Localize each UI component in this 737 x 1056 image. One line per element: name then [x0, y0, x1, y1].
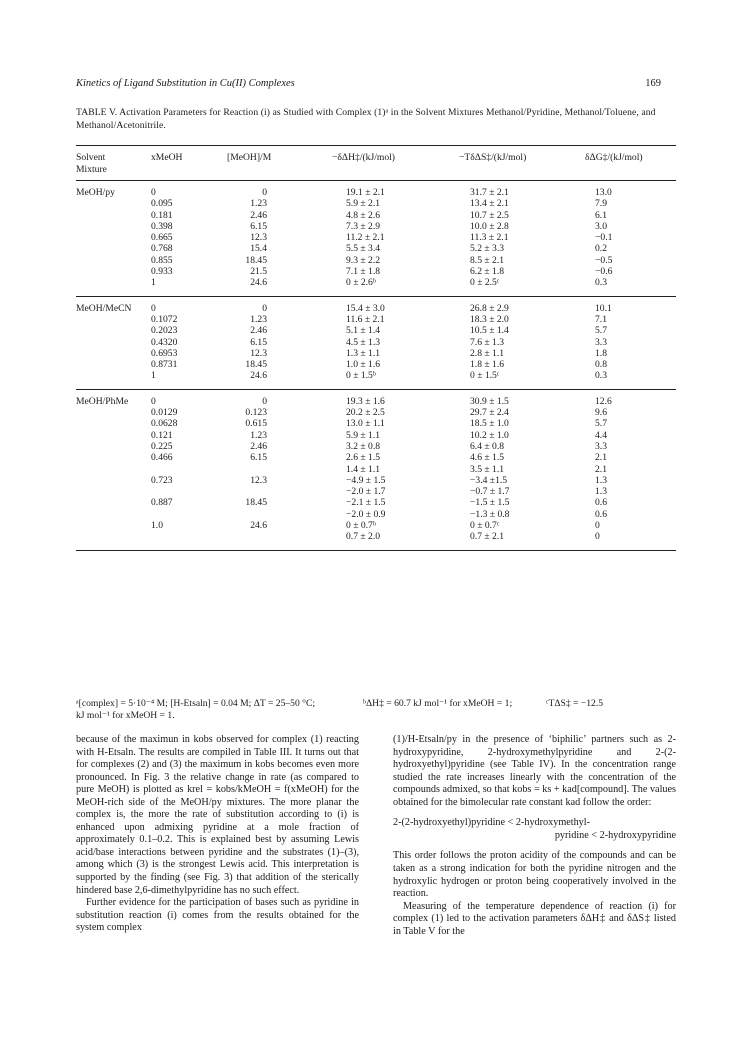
table-cell: 0.615	[245, 418, 267, 430]
table-cell: 0 ± 2.5ᶜ	[470, 277, 500, 289]
table-cell: 2.8 ± 1.1	[470, 347, 505, 359]
table-row	[76, 187, 676, 198]
table-cell: 0.3	[595, 370, 607, 382]
table-cell: 6.4 ± 0.8	[470, 440, 505, 452]
reactivity-order	[393, 817, 676, 842]
table-cell: 0.121	[151, 429, 173, 441]
header-conc: [MeOH]/M	[227, 152, 272, 163]
table-cell: 0.8731	[151, 359, 178, 371]
table-cell: 6.2 ± 1.8	[470, 266, 505, 278]
table-cell: 6.15	[250, 336, 267, 348]
table-cell: 6.1	[595, 209, 607, 221]
reactivity-order-line-1: 2-(2-hydroxyethyl)pyridine < 2-hydroxymethyl-	[393, 817, 590, 829]
table-cell: 8.5 ± 2.1	[470, 254, 505, 266]
table-cell: 24.6	[250, 520, 267, 532]
table-row	[76, 303, 676, 314]
table-cell: 13.4 ± 2.1	[470, 198, 509, 210]
table-cell: −1.3 ± 0.8	[470, 508, 510, 520]
body-right-paragraph-1: (1)/H-Etsaln/py in the presence of ‘biphilic’ partners such as 2-hydroxypyridine, 2-hydroxymethylpyridine and 2-(2-hydroxyethyl)pyridine (see Table IV). In the concentration range studied the rate increases linearly with the concentration of the compounds admixed, so that kobs = ks + kad[compound]. The values obtained for the bimolecular rate constant kad follow the order:	[393, 734, 676, 808]
table-cell: 1.3 ± 1.1	[346, 347, 381, 359]
table-cell: 0	[151, 302, 156, 314]
table-cell: 11.2 ± 2.1	[346, 232, 385, 244]
table-cell: 2.1	[595, 452, 607, 464]
table-cell: 1	[151, 277, 156, 289]
table-cell: 0	[595, 520, 600, 532]
table-cell: 19.1 ± 2.1	[346, 187, 385, 198]
table-cell: 5.1 ± 1.4	[346, 325, 381, 337]
table-row	[76, 198, 676, 209]
table-cell: 10.1	[595, 302, 612, 314]
table-cell: 0.1072	[151, 313, 178, 325]
table-cell: 5.7	[595, 325, 607, 337]
table-cell: 30.9 ± 1.5	[470, 395, 509, 407]
table-row	[76, 325, 676, 336]
table-caption: TABLE V. Activation Parameters for Reaction (i) as Studied with Complex (1)ᵃ in the Solvent Mixtures Methanol/Pyridine, Methanol/Toluene, and Methanol/Acetonitrile.	[76, 107, 656, 131]
table-cell: 18.45	[245, 497, 267, 509]
table-header	[76, 146, 676, 180]
table-row	[76, 452, 676, 463]
table-cell: 12.6	[595, 395, 612, 407]
table-cell: 1	[151, 370, 156, 382]
table-cell: 11.6 ± 2.1	[346, 313, 385, 325]
running-head-title: Kinetics of Ligand Substitution in Cu(II) Complexes	[76, 78, 295, 89]
footnote-a: ᵃ[complex] = 5·10⁻⁴ M; [H-Etsaln] = 0.04 M; ΔT = 25–50 °C;	[76, 698, 316, 709]
table-row	[76, 441, 676, 452]
table-cell: 15.4	[250, 243, 267, 255]
table-cell: 0.933	[151, 266, 173, 278]
table-cell: 2.46	[250, 325, 267, 337]
table-group-rule	[76, 550, 676, 551]
table-cell: 10.2 ± 1.0	[470, 429, 509, 441]
table-cell: 7.6 ± 1.3	[470, 336, 505, 348]
table-cell: 0.7 ± 2.0	[346, 531, 381, 543]
table-cell: 29.7 ± 2.4	[470, 407, 509, 419]
table-cell: 0.887	[151, 497, 173, 509]
table-cell: 5.9 ± 1.1	[346, 429, 381, 441]
table-cell: 1.8	[595, 347, 607, 359]
page-number: 169	[645, 78, 661, 89]
table-cell: 13.0	[595, 187, 612, 198]
table-cell: −2.0 ± 0.9	[346, 508, 386, 520]
table-cell: −1.5 ± 1.5	[470, 497, 510, 509]
table-cell: 0.3	[595, 277, 607, 289]
header-solvent	[76, 152, 107, 176]
header-solvent-label: Solvent	[76, 152, 106, 163]
table-cell: 1.3	[595, 486, 607, 498]
table-cell: 24.6	[250, 370, 267, 382]
table-cell: 0 ± 2.6ᵇ	[346, 277, 376, 289]
table-cell: 0.723	[151, 474, 173, 486]
table-cell: 0.0628	[151, 418, 178, 430]
body-right-paragraph-3: Measuring of the temperature dependence of reaction (i) for complex (1) led to the activation parameters δΔH‡ and δΔS‡ listed in Table V for the	[393, 900, 676, 937]
table-cell: 1.0 ± 1.6	[346, 359, 381, 371]
table-cell: 18.45	[245, 359, 267, 371]
header-TdS: −TδΔS‡/(kJ/mol)	[459, 152, 527, 163]
table-cell: 4.4	[595, 429, 607, 441]
table-cell: 0.7 ± 2.1	[470, 531, 505, 543]
table-group	[76, 297, 676, 389]
table-cell: 21.5	[250, 266, 267, 278]
table-cell: 7.9	[595, 198, 607, 210]
table-cell: 0.4320	[151, 336, 178, 348]
table-cell: 7.1	[595, 313, 607, 325]
body-column-right	[393, 734, 676, 938]
table-group	[76, 390, 676, 550]
table-cell: 0.855	[151, 254, 173, 266]
table-cell: 0	[151, 187, 156, 198]
table-row	[76, 520, 676, 531]
table-cell: 6.15	[250, 452, 267, 464]
table-cell: 12.3	[250, 347, 267, 359]
table-cell: 3.3	[595, 336, 607, 348]
table-cell: 10.5 ± 1.4	[470, 325, 509, 337]
table-row	[76, 348, 676, 359]
table-cell: 0.123	[245, 407, 267, 419]
table-cell: 0	[262, 302, 267, 314]
table-cell: 10.0 ± 2.8	[470, 220, 509, 232]
table-cell: 3.2 ± 0.8	[346, 440, 381, 452]
table-cell: 7.3 ± 2.9	[346, 220, 381, 232]
table-cell: −3.4 ±1.5	[470, 474, 508, 486]
body-left-paragraph-1: because of the maximun in kobs observed for complex (1) reacting with H-Etsaln. The results are compiled in Table III. It turns out that for complexes (2) and (3) the maximum in kobs becomes even more pronounced. In Fig. 3 the relative change in rate (as compared to pure MeOH) is plotted as krel = kobs/kMeOH = f(xMeOH) for the MeOH-rich side of the MeOH/py mixtures. The more planar the complex is, the more the rate of substitution according to (i) is enhanced upon admixing pyridine at a mole fraction of approximately 0.1–0.2. This is explained best by assuming Lewis acid/base interactions between pyridine and the substrates (1)–(3), among which (3) is the strongest Lewis acid. This interpretation is supported by the finding (see Fig. 3) that addition of the sterically hindered base 2,6-dimethylpyridine has no such effect.	[76, 734, 359, 896]
footnote-b: ᵇΔH‡ = 60.7 kJ mol⁻¹ for xMeOH = 1;	[363, 698, 513, 709]
table-cell: 2.1	[595, 463, 607, 475]
table-row	[76, 509, 676, 520]
table-cell: 0	[262, 187, 267, 198]
table-cell: 2.6 ± 1.5	[346, 452, 381, 464]
table-cell: 10.7 ± 2.5	[470, 209, 509, 221]
table-row	[76, 359, 676, 370]
table-cell: 7.1 ± 1.8	[346, 266, 381, 278]
table-row	[76, 486, 676, 497]
table-cell: 2.46	[250, 209, 267, 221]
table-cell: 5.9 ± 2.1	[346, 198, 381, 210]
table-cell: 9.3 ± 2.2	[346, 254, 381, 266]
table-cell: 1.23	[250, 198, 267, 210]
table-cell: 0.768	[151, 243, 173, 255]
table-cell: 1.8 ± 1.6	[470, 359, 505, 371]
table-row	[76, 243, 676, 254]
table-row	[76, 370, 676, 381]
table-cell: 0.466	[151, 452, 173, 464]
table-cell: 4.8 ± 2.6	[346, 209, 381, 221]
solvent-mixture-cell: MeOH/MeCN	[76, 302, 132, 314]
table-row	[76, 232, 676, 243]
table-row	[76, 497, 676, 508]
table-cell: 5.7	[595, 418, 607, 430]
table-cell: 13.0 ± 1.1	[346, 418, 385, 430]
table-row	[76, 464, 676, 475]
table-cell: 0 ± 1.5ᵇ	[346, 370, 376, 382]
table-footnotes	[76, 698, 676, 722]
table-cell: 0 ± 1.5ᶜ	[470, 370, 500, 382]
table-cell: 0	[262, 395, 267, 407]
table-cell: 0.2	[595, 243, 607, 255]
table-cell: 1.4 ± 1.1	[346, 463, 381, 475]
table-cell: 9.6	[595, 407, 607, 419]
table-row	[76, 210, 676, 221]
table-row	[76, 396, 676, 407]
running-head	[76, 78, 661, 89]
header-dG: δΔG‡/(kJ/mol)	[585, 152, 643, 163]
table-row	[76, 430, 676, 441]
header-x: xMeOH	[151, 152, 183, 163]
table-cell: 0.2023	[151, 325, 178, 337]
table-cell: 0.398	[151, 220, 173, 232]
table-row	[76, 221, 676, 232]
table-cell: 11.3 ± 2.1	[470, 232, 509, 244]
table-cell: 1.3	[595, 474, 607, 486]
header-dH: −δΔH‡/(kJ/mol)	[332, 152, 396, 163]
table-row	[76, 277, 676, 288]
solvent-mixture-cell: MeOH/py	[76, 187, 115, 198]
table-cell: 4.6 ± 1.5	[470, 452, 505, 464]
table-cell: 0.6	[595, 497, 607, 509]
table-cell: 0	[595, 531, 600, 543]
table-cell: −0.6	[595, 266, 613, 278]
table-cell: 3.0	[595, 220, 607, 232]
table-cell: 2.46	[250, 440, 267, 452]
table-cell: 0 ± 0.7ᵇ	[346, 520, 376, 532]
table-cell: 3.5 ± 1.1	[470, 463, 505, 475]
table-cell: 0.225	[151, 440, 173, 452]
table-cell: −2.1 ± 1.5	[346, 497, 386, 509]
table-cell: 18.3 ± 2.0	[470, 313, 509, 325]
solvent-mixture-cell: MeOH/PhMe	[76, 395, 129, 407]
body-column-left	[76, 734, 359, 935]
table-cell: 20.2 ± 2.5	[346, 407, 385, 419]
table-cell: −2.0 ± 1.7	[346, 486, 386, 498]
table-cell: 18.45	[245, 254, 267, 266]
table-row	[76, 266, 676, 277]
table-cell: 0	[151, 395, 156, 407]
table-body	[76, 181, 676, 551]
table-cell: 0.8	[595, 359, 607, 371]
table-cell: 5.2 ± 3.3	[470, 243, 505, 255]
table-cell: 24.6	[250, 277, 267, 289]
footnote-c: ᶜTΔS‡ = −12.5	[546, 698, 604, 709]
table-cell: 18.5 ± 1.0	[470, 418, 509, 430]
table-cell: 1.23	[250, 429, 267, 441]
table-group	[76, 181, 676, 296]
table-cell: −0.1	[595, 232, 613, 244]
table-cell: 1.0	[151, 520, 163, 532]
footnote-a-continuation: kJ mol⁻¹ for xMeOH = 1.	[76, 710, 175, 721]
table-row	[76, 337, 676, 348]
table-cell: 0.181	[151, 209, 173, 221]
table-cell: 12.3	[250, 232, 267, 244]
table-cell: −4.9 ± 1.5	[346, 474, 386, 486]
header-mixture-label: Mixture	[76, 164, 107, 175]
table-cell: 26.8 ± 2.9	[470, 302, 509, 314]
table-cell: 0.6	[595, 508, 607, 520]
table-cell: −0.7 ± 1.7	[470, 486, 510, 498]
table-cell: −0.5	[595, 254, 613, 266]
table-cell: 0.095	[151, 198, 173, 210]
table-cell: 3.3	[595, 440, 607, 452]
table-row	[76, 531, 676, 542]
table-cell: 4.5 ± 1.3	[346, 336, 381, 348]
table-row	[76, 255, 676, 266]
table-cell: 31.7 ± 2.1	[470, 187, 509, 198]
reactivity-order-line-2: pyridine < 2-hydroxypyridine	[554, 829, 676, 841]
body-left-paragraph-2: Further evidence for the participation of bases such as pyridine in substitution reaction (i) comes from the results obtained for the system complex	[76, 897, 359, 934]
table-row	[76, 314, 676, 325]
table-cell: 0.0129	[151, 407, 178, 419]
table-cell: 5.5 ± 3.4	[346, 243, 381, 255]
table-cell: 1.23	[250, 313, 267, 325]
table-cell: 0.6953	[151, 347, 178, 359]
table-cell: 12.3	[250, 474, 267, 486]
table-cell: 0.665	[151, 232, 173, 244]
table-cell: 19.3 ± 1.6	[346, 395, 385, 407]
table-row	[76, 418, 676, 429]
table-row	[76, 475, 676, 486]
body-right-paragraph-2: This order follows the proton acidity of the compounds and can be taken as a strong indication for both the pyridine nitrogen and the hydroxylic hydrogen or proton being cooperatively involved in the reaction.	[393, 850, 676, 900]
table-cell: 6.15	[250, 220, 267, 232]
activation-parameters-table	[76, 145, 676, 551]
table-row	[76, 407, 676, 418]
table-cell: 15.4 ± 3.0	[346, 302, 385, 314]
table-cell: 0 ± 0.7ᶜ	[470, 520, 500, 532]
